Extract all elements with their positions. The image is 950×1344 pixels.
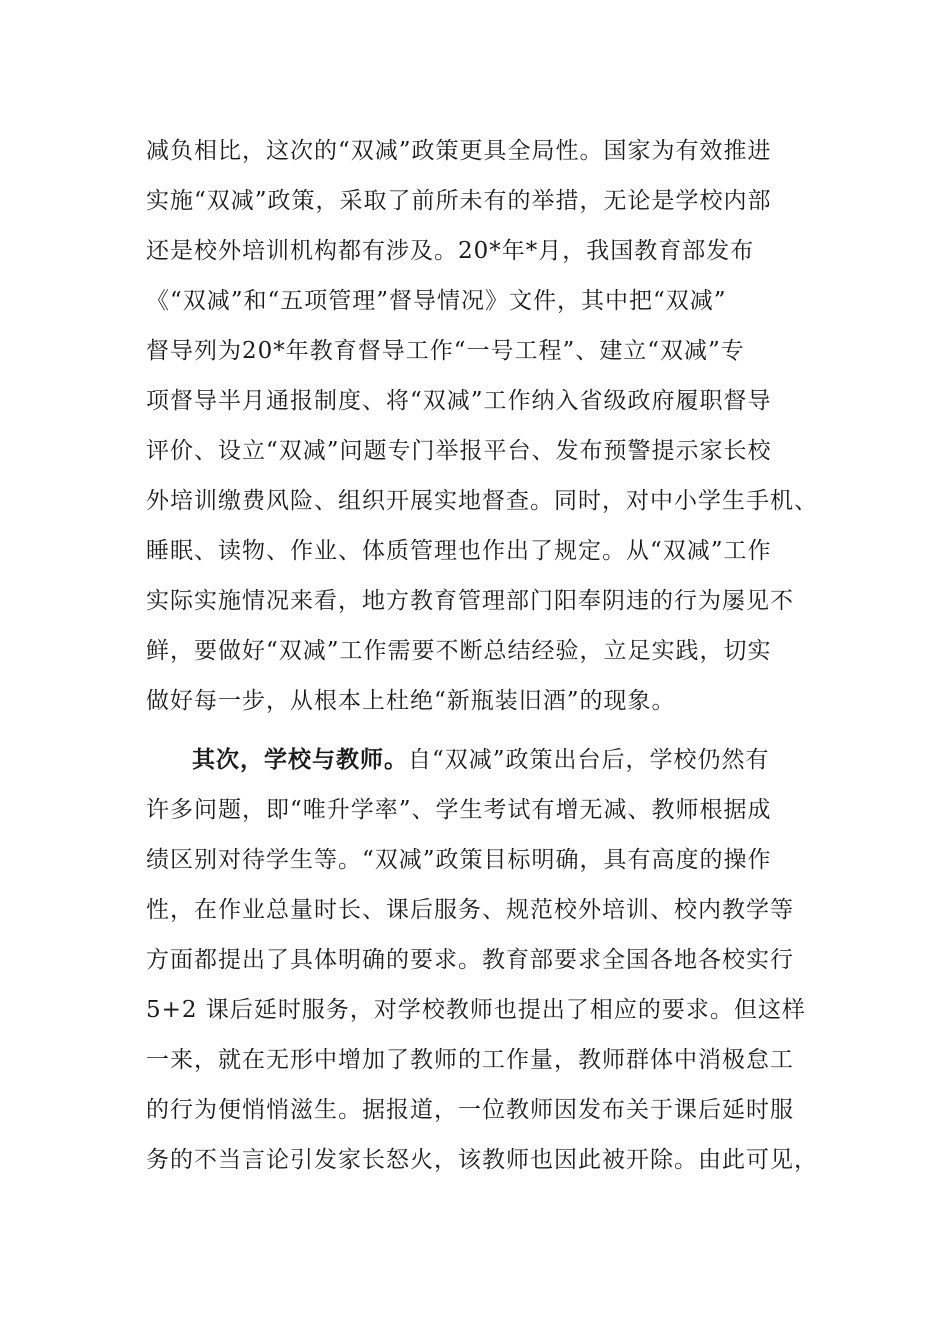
paragraph1-line-5: 督导列为20*年教育督导工作“一号工程”、建立“双减”专 xyxy=(146,338,745,364)
paragraph1-line-11: 鲜，要做好“双减”工作需要不断总结经验，立足实践，切实 xyxy=(146,638,772,664)
paragraph1-line-12: 做好每一步，从根本上杜绝“新瓶装旧酒”的现象。 xyxy=(146,688,676,714)
paragraph2-lead-heading: 其次，学校与教师。 xyxy=(192,746,408,773)
paragraph2-line-9: 务的不当言论引发家长怒火，该教师也因此被开除。由此可见， xyxy=(146,1147,818,1173)
paragraph2-line-4: 性，在作业总量时长、课后服务、规范校外培训、校内教学等 xyxy=(146,897,794,923)
paragraph2-line-8: 的行为便悄悄滋生。据报道，一位教师因发布关于课后延时服 xyxy=(146,1097,794,1123)
paragraph1-line-2: 实施“双减”政策，采取了前所未有的举措，无论是学校内部 xyxy=(146,188,772,214)
paragraph2-line-3: 绩区别对待学生等。“双减”政策目标明确，具有高度的操作 xyxy=(146,847,772,873)
paragraph1-line-3: 还是校外培训机构都有涉及。20*年*月，我国教育部发布 xyxy=(146,238,755,264)
paragraph1-line-1: 减负相比，这次的“双减”政策更具全局性。国家为有效推进 xyxy=(146,138,772,164)
paragraph1-line-10: 实际实施情况来看，地方教育管理部门阳奉阴违的行为屡见不 xyxy=(146,588,794,614)
paragraph1-line-7: 评价、设立“双减”问题专门举报平台、发布预警提示家长校 xyxy=(146,438,772,464)
paragraph1-line-4: 《“双减”和“五项管理”督导情况》文件，其中把“双减” xyxy=(146,288,727,314)
paragraph1-line-8: 外培训缴费风险、组织开展实地督查。同时，对中小学生手机、 xyxy=(146,488,818,514)
paragraph2-first-line xyxy=(192,745,770,775)
paragraph1-line-6: 项督导半月通报制度、将“双减”工作纳入省级政府履职督导 xyxy=(146,388,772,414)
paragraph2-line-5: 方面都提出了具体明确的要求。教育部要求全国各地各校实行 xyxy=(146,947,794,973)
paragraph2-first-line-rest: 自“双减”政策出台后，学校仍然有 xyxy=(408,747,770,773)
paragraph2-line-7: 一来，就在无形中增加了教师的工作量，教师群体中消极怠工 xyxy=(146,1047,794,1073)
paragraph2-line-2: 许多问题，即“唯升学率”、学生考试有增无减、教师根据成 xyxy=(146,797,772,823)
paragraph2-line-6: 5+2 课后延时服务，对学校教师也提出了相应的要求。但这样 xyxy=(146,997,806,1023)
paragraph1-line-9: 睡眠、读物、作业、体质管理也作出了规定。从“双减”工作 xyxy=(146,538,772,564)
